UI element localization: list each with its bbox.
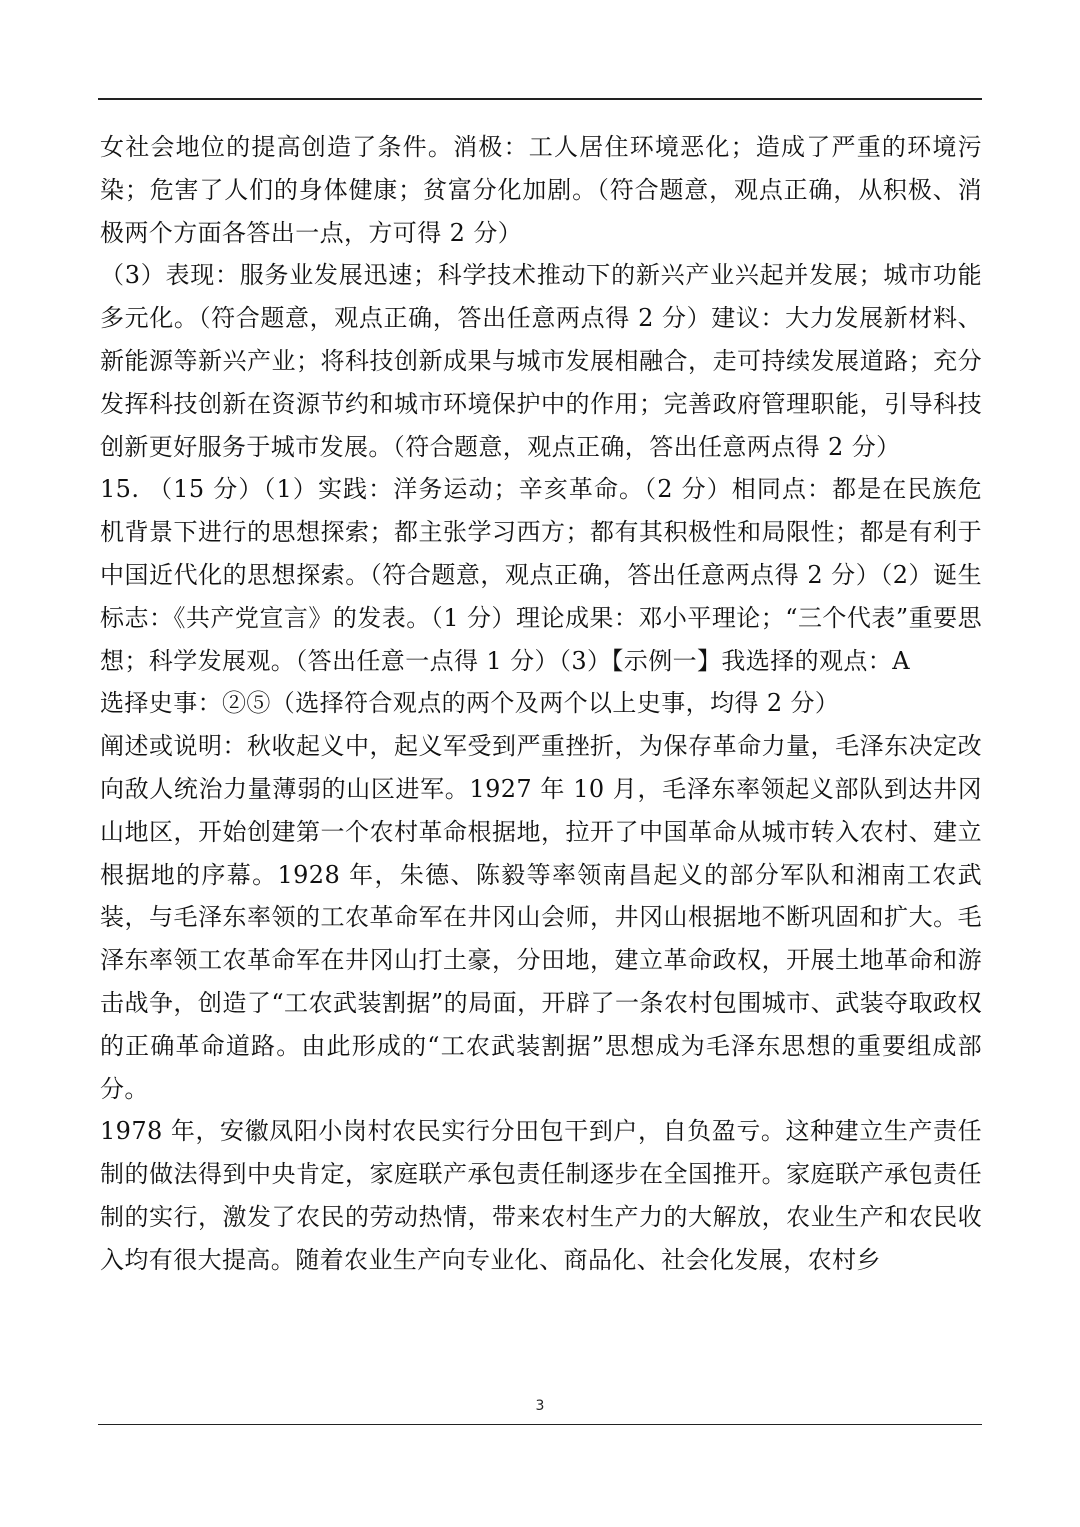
paragraph-4: 选择史事：②⑤（选择符合观点的两个及两个以上史事，均得 2 分） (100, 689, 840, 718)
paragraph-3: 15. （15 分）（1）实践：洋务运动；辛亥革命。（2 分）相同点：都是在民族危机背景下进行的思想探索；都主张学习西方；都有其积极性和局限性；都是有利于中国近代化的思想探索。（符合题意，观点正确，答出任意两点得 2 分）（2）诞生标志：《共产党宣言》的发表。（1 分）理论成果：邓小平理论；“三个代表”重要思想；科学发展观。（答出任意一点得 1 分）（3）【示例一】我选择的观点：A (100, 475, 982, 675)
paragraph-2: （3）表现：服务业发展迅速；科学技术推动下的新兴产业兴起并发展；城市功能多元化。（符合题意，观点正确，答出任意两点得 2 分）建议：大力发展新材料、新能源等新兴产业；将科技创新成果与城市发展相融合，走可持续发展道路；充分发挥科技创新在资源节约和城市环境保护中的作用；完善政府管理职能，引导科技创新更好服务于城市发展。（符合题意，观点正确，答出任意两点得 2 分） (100, 261, 982, 461)
paragraph-1: 女社会地位的提高创造了条件。消极：工人居住环境恶化；造成了严重的环境污染；危害了人们的身体健康；贫富分化加剧。（符合题意，观点正确，从积极、消极两个方面各答出一点，方可得 2 分） (100, 133, 982, 247)
footer-rule (98, 1424, 982, 1425)
page-number: 3 (535, 1398, 545, 1414)
header-rule (98, 98, 982, 100)
paragraph-6: 1978 年，安徽凤阳小岗村农民实行分田包干到户，自负盈亏。这种建立生产责任制的做法得到中央肯定，家庭联产承包责任制逐步在全国推开。家庭联产承包责任制的实行，激发了农民的劳动热情，带来农村生产力的大解放，农业生产和农民收入均有很大提高。随着农业生产向专业化、商品化、社会化发展，农村乡 (100, 1117, 982, 1274)
paragraph-5: 阐述或说明：秋收起义中，起义军受到严重挫折，为保存革命力量，毛泽东决定改向敌人统治力量薄弱的山区进军。1927 年 10 月，毛泽东率领起义部队到达井冈山地区，开始创建第一个农村革命根据地，拉开了中国革命从城市转入农村、建立根据地的序幕。1928 年，朱德、陈毅等率领南昌起义的部分军队和湘南工农武装，与毛泽东率领的工农革命军在井冈山会师，井冈山根据地不断巩固和扩大。毛泽东率领工农革命军在井冈山打土豪，分田地，建立革命政权，开展土地革命和游击战争，创造了“工农武装割据”的局面，开辟了一条农村包围城市、武装夺取政权的正确革命道路。由此形成的“工农武装割据”思想成为毛泽东思想的重要组成部分。 (100, 732, 982, 1103)
document-body (100, 126, 982, 1282)
